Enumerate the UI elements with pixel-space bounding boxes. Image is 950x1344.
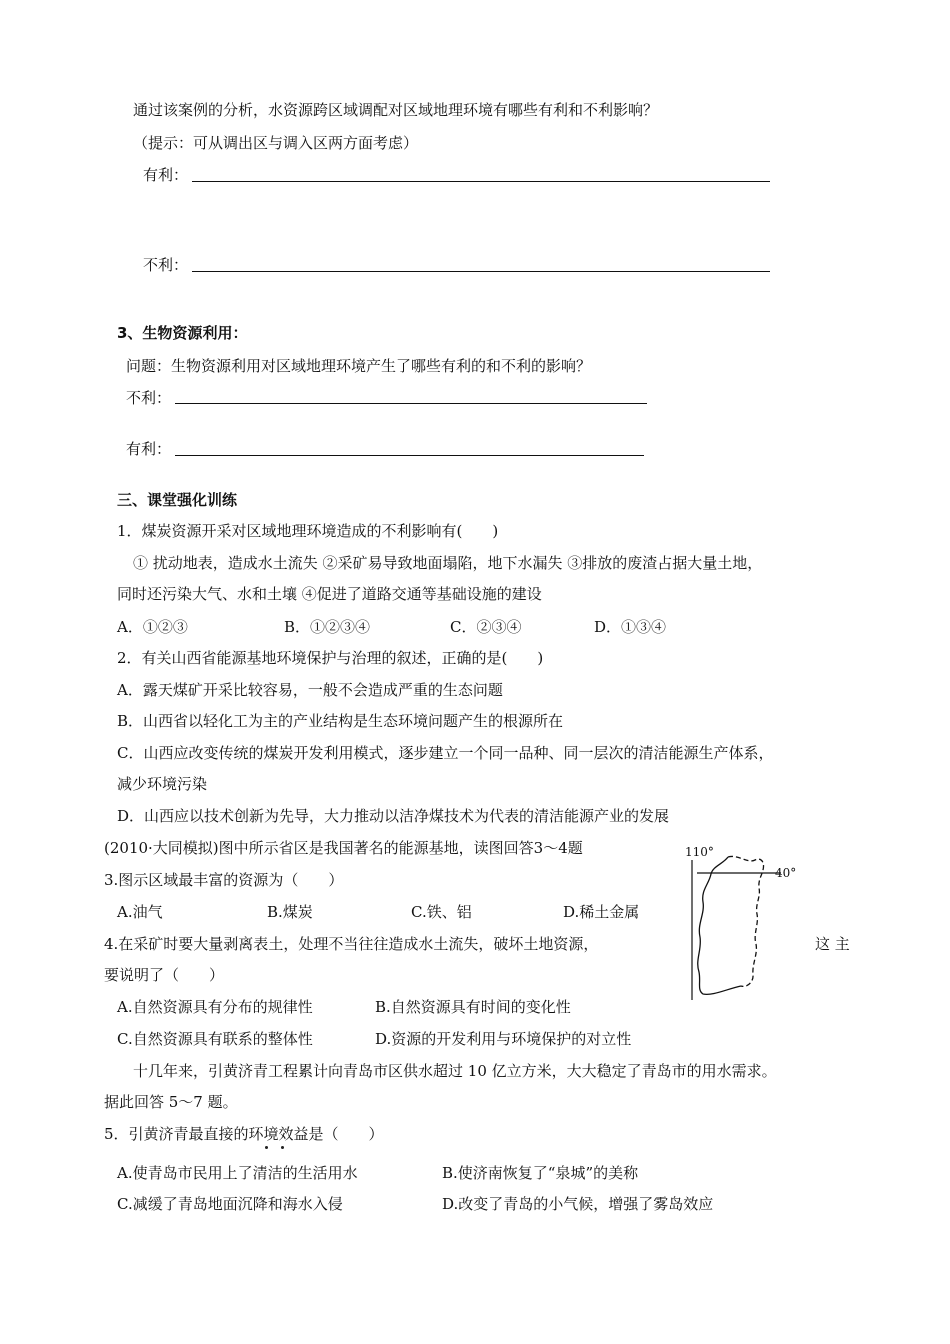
q5-option-d[interactable]: D.改变了青岛的小气候，增强了雾岛效应 bbox=[442, 1195, 714, 1213]
bio-heading: 3、生物资源利用： bbox=[117, 324, 248, 342]
q2-option-c[interactable]: C．山西应改变传统的煤炭开发利用模式，逐步建立一个同一品种、同一层次的清洁能源生产体系， bbox=[117, 744, 774, 762]
map-eastern-boundary bbox=[728, 856, 764, 986]
bio-unfavorable-label: 不利： bbox=[126, 389, 172, 407]
q2-option-c-cont: 减少环境污染 bbox=[117, 775, 208, 793]
bio-unfavorable-answer-line[interactable] bbox=[175, 403, 647, 404]
q5-option-a[interactable]: A.使青岛市民用上了清洁的生活用水 bbox=[117, 1164, 358, 1182]
q4-option-a[interactable]: A.自然资源具有分布的规律性 bbox=[117, 998, 313, 1016]
q3-option-c[interactable]: C.铁、铝 bbox=[411, 903, 472, 921]
q1-statements-line2: 同时还污染大气、水和土壤 ④促进了道路交通等基础设施的建设 bbox=[117, 585, 542, 603]
q3-option-b[interactable]: B.煤炭 bbox=[267, 903, 313, 921]
q4-stem-cont: 要说明了（ ） bbox=[104, 966, 225, 984]
q1-option-a[interactable]: A．①②③ bbox=[117, 618, 188, 636]
water-question: 通过该案例的分析，水资源跨区域调配对区域地理环境有哪些有利和不利影响？ bbox=[133, 101, 659, 119]
q4-stem: 4.在采矿时要大量剥离表土，处理不当往往造成水土流失，破坏土地资源， bbox=[104, 935, 599, 953]
bio-question: 问题：生物资源利用对区域地理环境产生了哪些有利的和不利的影响？ bbox=[126, 357, 592, 375]
training-heading: 三、课堂强化训练 bbox=[117, 491, 238, 509]
bio-favorable-label: 有利： bbox=[126, 440, 172, 458]
map-western-boundary bbox=[698, 857, 741, 994]
water-favorable-label: 有利： bbox=[143, 166, 189, 184]
emphasis-dot bbox=[281, 1146, 284, 1149]
q3-stem: 3.图示区域最丰富的资源为（ ） bbox=[104, 871, 344, 889]
q1-statements-line1: ① 扰动地表，造成水土流失 ②采矿易导致地面塌陷，地下水漏失 ③排放的废渣占据大量土地， bbox=[133, 554, 763, 572]
map-latitude-label: 40° bbox=[775, 866, 797, 880]
q4-stem-tail: 这 主 bbox=[815, 935, 850, 953]
q5-option-b[interactable]: B.使济南恢复了“泉城”的美称 bbox=[442, 1164, 639, 1182]
q5-option-c[interactable]: C.减缓了青岛地面沉降和海水入侵 bbox=[117, 1195, 343, 1213]
q1-option-b[interactable]: B．①②③④ bbox=[284, 618, 371, 636]
q4-option-d[interactable]: D.资源的开发利用与环境保护的对立性 bbox=[375, 1030, 632, 1048]
q57-intro-line1: 十几年来，引黄济青工程累计向青岛市区供水超过 10 亿立方米，大大稳定了青岛市的用水需求。 bbox=[133, 1062, 777, 1080]
q2-option-b[interactable]: B．山西省以轻化工为主的产业结构是生态环境问题产生的根源所在 bbox=[117, 712, 564, 730]
q1-option-d[interactable]: D．①③④ bbox=[594, 618, 667, 636]
emphasis-dot bbox=[265, 1146, 268, 1149]
q1-stem: 1．煤炭资源开采对区域地理环境造成的不利影响有( ) bbox=[117, 522, 499, 540]
q4-option-c[interactable]: C.自然资源具有联系的整体性 bbox=[117, 1030, 313, 1048]
water-unfavorable-answer-line[interactable] bbox=[192, 271, 770, 272]
water-favorable-answer-line[interactable] bbox=[192, 181, 770, 182]
q5-stem: 5．引黄济青最直接的环境效益是（ ） bbox=[104, 1125, 384, 1143]
q34-intro: (2010·大同模拟)图中所示省区是我国著名的能源基地，读图回答3～4题 bbox=[104, 839, 583, 857]
q1-option-c[interactable]: C．②③④ bbox=[450, 618, 522, 636]
q2-option-d[interactable]: D．山西应以技术创新为先导，大力推动以洁净煤技术为代表的清洁能源产业的发展 bbox=[117, 807, 670, 825]
shanxi-map-figure bbox=[683, 842, 803, 1002]
q3-option-d[interactable]: D.稀土金属 bbox=[563, 903, 640, 921]
q57-intro-line2: 据此回答 5～7 题。 bbox=[104, 1093, 238, 1111]
water-unfavorable-label: 不利： bbox=[143, 256, 189, 274]
q2-option-a[interactable]: A．露天煤矿开采比较容易，一般不会造成严重的生态问题 bbox=[117, 681, 503, 699]
water-hint: （提示：可从调出区与调入区两方面考虑） bbox=[133, 134, 419, 152]
q2-stem: 2．有关山西省能源基地环境保护与治理的叙述，正确的是( ) bbox=[117, 649, 544, 667]
q3-option-a[interactable]: A.油气 bbox=[117, 903, 163, 921]
bio-favorable-answer-line[interactable] bbox=[175, 455, 644, 456]
q4-option-b[interactable]: B.自然资源具有时间的变化性 bbox=[375, 998, 571, 1016]
map-longitude-label: 110° bbox=[685, 845, 714, 859]
